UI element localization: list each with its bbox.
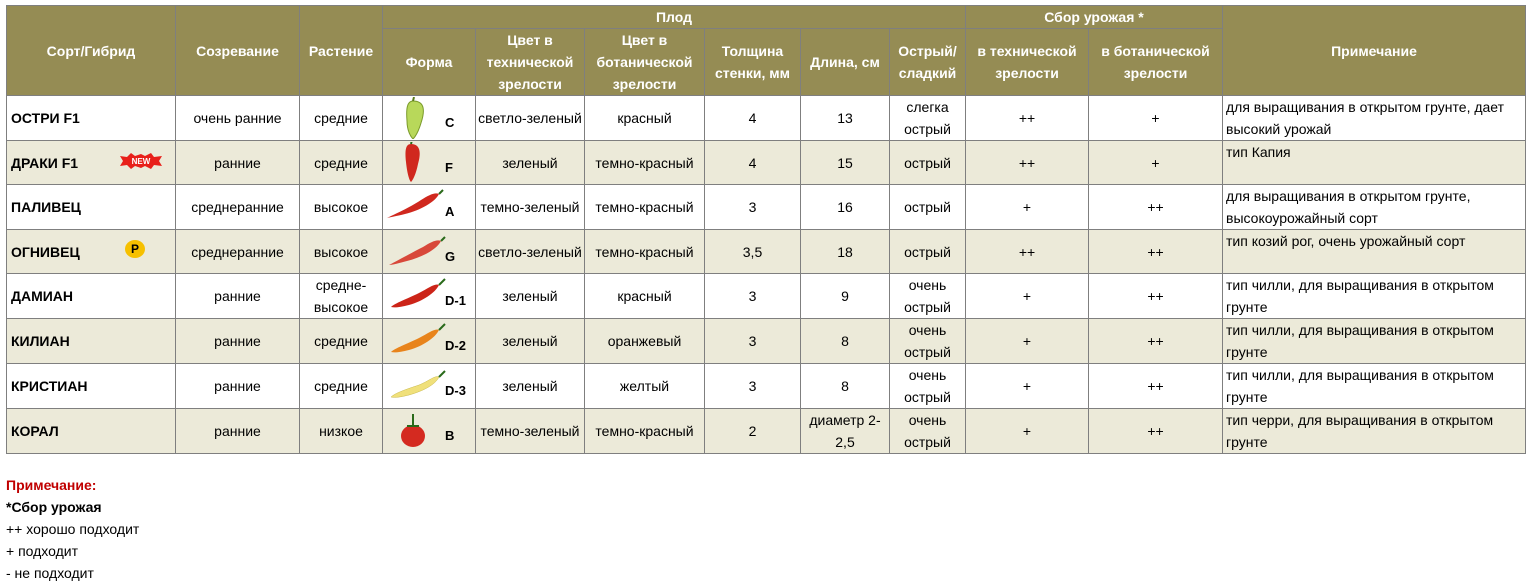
length-cell: 8	[801, 319, 890, 364]
note-cell: тип чилли, для выращивания в открытом грунте	[1223, 364, 1526, 409]
shape-cell	[383, 185, 476, 230]
color-tech-cell: темно-зеленый	[476, 409, 585, 454]
color-bot-cell: желтый	[585, 364, 705, 409]
header-shape: Форма	[383, 29, 476, 96]
header-length: Длина, см	[801, 29, 890, 96]
p-badge-icon: P	[125, 240, 145, 258]
shape-cell	[383, 230, 476, 274]
header-note: Примечание	[1223, 6, 1526, 96]
variety-name: ДАМИАН	[11, 288, 74, 304]
shape-cell	[383, 96, 476, 141]
harvest-tech-cell: +	[966, 185, 1089, 230]
wall-cell: 3	[705, 364, 801, 409]
harvest-tech-cell: +	[966, 364, 1089, 409]
color-bot-cell: красный	[585, 96, 705, 141]
harvest-bot-cell: +	[1089, 141, 1223, 185]
wall-cell: 3	[705, 319, 801, 364]
pepper-shape-icon	[385, 231, 447, 273]
length-cell: 8	[801, 364, 890, 409]
pepper-shape-icon	[385, 410, 447, 452]
variety-name: ДРАКИ F1	[11, 154, 79, 171]
shape-code: A	[445, 204, 455, 219]
table-row	[7, 141, 1526, 185]
hot-cell: очень острый	[890, 409, 966, 454]
length-cell: 13	[801, 96, 890, 141]
harvest-bot-cell: +	[1089, 96, 1223, 141]
table-row	[7, 274, 1526, 319]
shape-code: G	[445, 249, 456, 264]
plant-cell: низкое	[300, 409, 383, 454]
color-tech-cell: светло-зеленый	[476, 230, 585, 274]
svg-text:NEW: NEW	[131, 157, 151, 166]
plant-cell: средние	[300, 96, 383, 141]
shape-code: D-2	[445, 338, 466, 353]
harvest-bot-cell: ++	[1089, 409, 1223, 454]
length-cell: 15	[801, 141, 890, 185]
wall-cell: 2	[705, 409, 801, 454]
ripening-cell: очень ранние	[176, 96, 300, 141]
color-tech-cell: темно-зеленый	[476, 185, 585, 230]
note-cell: тип козий рог, очень урожайный сорт	[1223, 230, 1526, 274]
note-cell: тип Капия	[1223, 141, 1526, 185]
color-bot-cell: темно-красный	[585, 185, 705, 230]
shape-cell	[383, 319, 476, 364]
header-hot: Острый/сладкий	[890, 29, 966, 96]
color-bot-cell: оранжевый	[585, 319, 705, 364]
plant-cell: высокое	[300, 230, 383, 274]
wall-cell: 3	[705, 185, 801, 230]
color-bot-cell: темно-красный	[585, 230, 705, 274]
harvest-tech-cell: +	[966, 319, 1089, 364]
ripening-cell: ранние	[176, 319, 300, 364]
color-tech-cell: зеленый	[476, 319, 585, 364]
color-bot-cell: темно-красный	[585, 141, 705, 185]
shape-cell	[383, 409, 476, 454]
harvest-tech-cell: ++	[966, 96, 1089, 141]
header-fruit-group: Плод	[383, 6, 966, 29]
shape-code: F	[445, 160, 453, 175]
legend-harvest: *Сбор урожая	[6, 499, 102, 515]
note-cell: тип черри, для выращивания в открытом грунте	[1223, 409, 1526, 454]
header-ripening: Созревание	[176, 6, 300, 96]
header-wall: Толщина стенки, мм	[705, 29, 801, 96]
ripening-cell: ранние	[176, 409, 300, 454]
harvest-bot-cell: ++	[1089, 274, 1223, 319]
table-row	[7, 319, 1526, 364]
shape-cell	[383, 364, 476, 409]
pepper-varieties-table	[6, 5, 1526, 454]
variety-name: КОРАЛ	[11, 423, 59, 439]
shape-code: D-3	[445, 383, 466, 398]
legend-title-text: Примечание:	[6, 477, 97, 493]
note-cell: для выращивания в открытом грунте, дает высокий урожай	[1223, 96, 1526, 141]
length-cell: диаметр 2-2,5	[801, 409, 890, 454]
table-row	[7, 230, 1526, 274]
pepper-shape-icon	[385, 142, 447, 184]
header-harvest-bot: в ботанической зрелости	[1089, 29, 1223, 96]
harvest-bot-cell: ++	[1089, 185, 1223, 230]
ripening-cell: ранние	[176, 364, 300, 409]
color-bot-cell: темно-красный	[585, 409, 705, 454]
note-cell: тип чилли, для выращивания в открытом грунте	[1223, 319, 1526, 364]
hot-cell: острый	[890, 185, 966, 230]
hot-cell: острый	[890, 141, 966, 185]
header-harvest-tech: в технической зрелости	[966, 29, 1089, 96]
shape-code: B	[445, 428, 455, 443]
color-tech-cell: зеленый	[476, 141, 585, 185]
color-tech-cell: зеленый	[476, 274, 585, 319]
legend-bad: - не подходит	[6, 565, 94, 581]
hot-cell: очень острый	[890, 364, 966, 409]
hot-cell: очень острый	[890, 274, 966, 319]
plant-cell: средние	[300, 141, 383, 185]
hot-cell: слегка острый	[890, 96, 966, 141]
ripening-cell: среднеранние	[176, 185, 300, 230]
harvest-tech-cell: ++	[966, 230, 1089, 274]
harvest-bot-cell: ++	[1089, 319, 1223, 364]
note-cell: тип чилли, для выращивания в открытом грунте	[1223, 274, 1526, 319]
ripening-cell: ранние	[176, 274, 300, 319]
hot-cell: очень острый	[890, 319, 966, 364]
wall-cell: 4	[705, 96, 801, 141]
new-badge-icon	[119, 153, 163, 169]
pepper-shape-icon	[385, 97, 447, 139]
header-color-tech: Цвет в технической зрелости	[476, 29, 585, 96]
pepper-shape-icon	[385, 186, 447, 228]
length-cell: 16	[801, 185, 890, 230]
hot-cell: острый	[890, 230, 966, 274]
legend-ok: + подходит	[6, 543, 79, 559]
header-plant: Растение	[300, 6, 383, 96]
shape-code: C	[445, 115, 455, 130]
plant-cell: средние	[300, 364, 383, 409]
header-color-bot: Цвет в ботанической зрелости	[585, 29, 705, 96]
header-variety: Сорт/Гибрид	[7, 6, 176, 96]
shape-cell	[383, 141, 476, 185]
harvest-tech-cell: ++	[966, 141, 1089, 185]
harvest-bot-cell: ++	[1089, 230, 1223, 274]
legend-good: ++ хорошо подходит	[6, 521, 140, 537]
length-cell: 18	[801, 230, 890, 274]
plant-cell: высокое	[300, 185, 383, 230]
table-row	[7, 409, 1526, 454]
note-cell: для выращивания в открытом грунте, высокоурожайный сорт	[1223, 185, 1526, 230]
plant-cell: средние	[300, 319, 383, 364]
shape-cell	[383, 274, 476, 319]
length-cell: 9	[801, 274, 890, 319]
harvest-bot-cell: ++	[1089, 364, 1223, 409]
plant-cell: средне-высокое	[300, 274, 383, 319]
variety-name: КИЛИАН	[11, 333, 70, 349]
wall-cell: 3	[705, 274, 801, 319]
pepper-shape-icon	[385, 365, 447, 407]
variety-name: ПАЛИВЕЦ	[11, 199, 81, 215]
color-tech-cell: светло-зеленый	[476, 96, 585, 141]
header-harvest-group: Сбор урожая *	[966, 6, 1223, 29]
pepper-shape-icon	[385, 275, 447, 317]
variety-name: КРИСТИАН	[11, 378, 88, 394]
pepper-shape-icon	[385, 320, 447, 362]
table-row	[7, 364, 1526, 409]
wall-cell: 4	[705, 141, 801, 185]
variety-name: ОГНИВЕЦ	[11, 243, 80, 260]
variety-name: ОСТРИ F1	[11, 110, 80, 126]
shape-code: D-1	[445, 293, 466, 308]
table-row	[7, 96, 1526, 141]
wall-cell: 3,5	[705, 230, 801, 274]
ripening-cell: ранние	[176, 141, 300, 185]
harvest-tech-cell: +	[966, 274, 1089, 319]
color-bot-cell: красный	[585, 274, 705, 319]
ripening-cell: среднеранние	[176, 230, 300, 274]
color-tech-cell: зеленый	[476, 364, 585, 409]
table-row	[7, 185, 1526, 230]
harvest-tech-cell: +	[966, 409, 1089, 454]
